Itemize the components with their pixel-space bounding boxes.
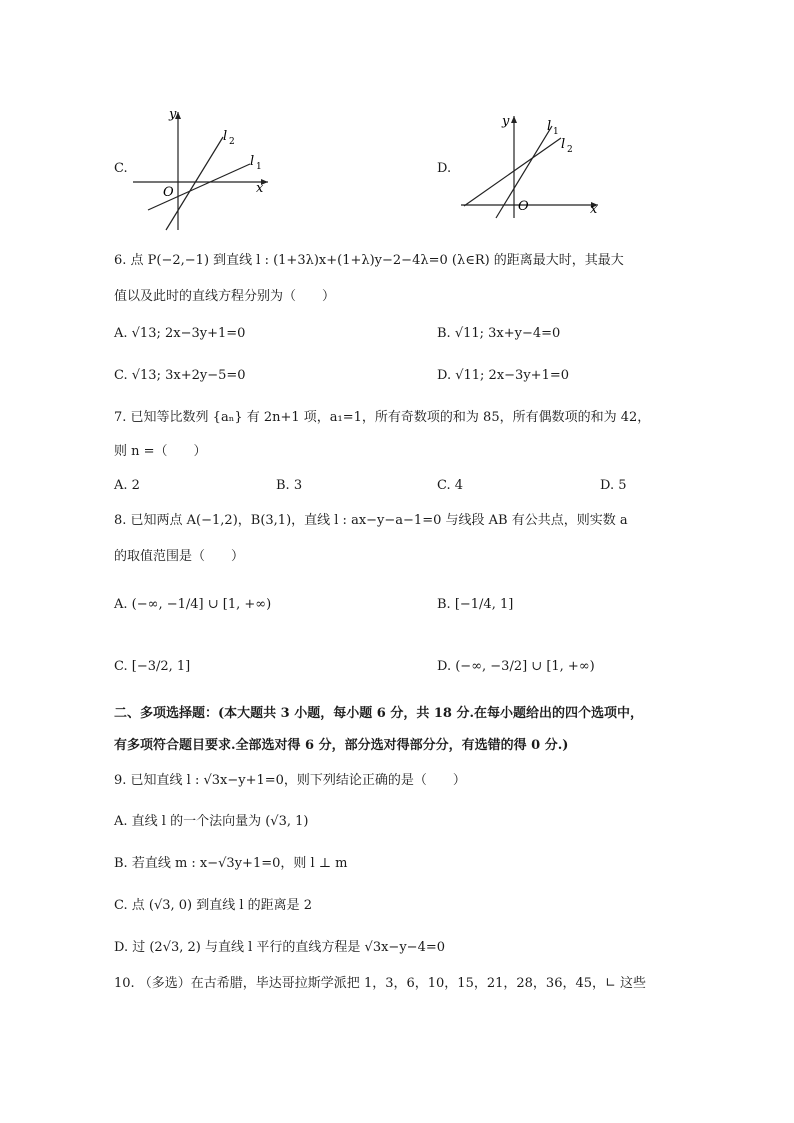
l1-subscript: 1 — [553, 127, 559, 137]
section-heading-line1: 二、多项选择题：(本大题共 3 小题，每小题 6 分，共 18 分.在每小题给出的四个选项中， — [114, 706, 644, 721]
q9-option-d: D. 过 (2√3, 2) 与直线 l 平行的直线方程是 √3x−y−4=0 — [114, 940, 445, 955]
q8-option-c: C. [−3/2, 1] — [114, 659, 191, 674]
q9-option-b: B. 若直线 m : x−√3y+1=0，则 l ⊥ m — [114, 856, 348, 871]
q6-stem-line2: 值以及此时的直线方程分别为（ ） — [114, 289, 336, 304]
q7-stem-line1: 7. 已知等比数列 {aₙ} 有 2n+1 项，a₁=1，所有奇数项的和为 85，所有偶数项的和为 42， — [114, 410, 651, 425]
section-heading-line2: 有多项符合题目要求.全部选对得 6 分，部分选对得部分分，有选错的得 0 分.) — [114, 738, 569, 753]
origin-label: O — [518, 199, 529, 214]
q8-stem-line2: 的取值范围是（ ） — [114, 549, 245, 564]
q6-option-d: D. √11; 2x−3y+1=0 — [437, 368, 569, 383]
line-l2 — [166, 137, 223, 230]
q8-option-d: D. (−∞, −3/2] ∪ [1, +∞) — [437, 659, 595, 674]
q6-stem-line1: 6. 点 P(−2,−1) 到直线 l : (1+3λ)x+(1+λ)y−2−4λ=0 (λ∈R) 的距离最大时，其最大 — [114, 253, 624, 268]
q6-option-a: A. √13; 2x−3y+1=0 — [114, 326, 246, 341]
q8-option-a: A. (−∞, −1/4] ∪ [1, +∞) — [114, 597, 272, 612]
q8-stem-line1: 8. 已知两点 A(−1,2)，B(3,1)，直线 l : ax−y−a−1=0 与线段 AB 有公共点，则实数 a — [114, 513, 628, 528]
x-axis-label: x — [256, 181, 264, 196]
origin-label: O — [163, 185, 174, 200]
q6-option-b: B. √11; 3x+y−4=0 — [437, 326, 561, 341]
x-axis-label: x — [590, 202, 598, 217]
y-axis-label: y — [502, 114, 510, 129]
q9-option-c: C. 点 (√3, 0) 到直线 l 的距离是 2 — [114, 898, 313, 913]
l2-label: l — [561, 137, 566, 152]
l1-subscript: 1 — [256, 162, 262, 172]
l1-label: l — [250, 154, 255, 169]
l2-subscript: 2 — [229, 137, 235, 147]
q7-stem-line2: 则 n =（ ） — [114, 444, 207, 459]
l2-subscript: 2 — [567, 145, 573, 155]
q7-option-c: C. 4 — [437, 478, 464, 493]
q7-option-b: B. 3 — [276, 478, 303, 493]
q10-stem: 10. （多选）在古希腊，毕达哥拉斯学派把 1，3，6，10，15，21，28，36，45，∟ 这些 — [114, 976, 647, 991]
l1-label: l — [547, 119, 552, 134]
q7-option-a: A. 2 — [114, 478, 140, 493]
q9-stem: 9. 已知直线 l : √3x−y+1=0，则下列结论正确的是（ ） — [114, 773, 466, 788]
q6-option-c: C. √13; 3x+2y−5=0 — [114, 368, 246, 383]
l2-label: l — [223, 129, 228, 144]
q8-option-b: B. [−1/4, 1] — [437, 597, 514, 612]
y-axis-label: y — [169, 107, 177, 122]
option-d-label: D. — [437, 161, 452, 176]
graph-d — [456, 108, 606, 220]
option-c-label: C. — [114, 161, 128, 176]
graph-c — [128, 100, 278, 235]
q7-option-d: D. 5 — [600, 478, 627, 493]
line-l1 — [464, 138, 561, 206]
q9-option-a: A. 直线 l 的一个法向量为 (√3, 1) — [114, 814, 309, 829]
